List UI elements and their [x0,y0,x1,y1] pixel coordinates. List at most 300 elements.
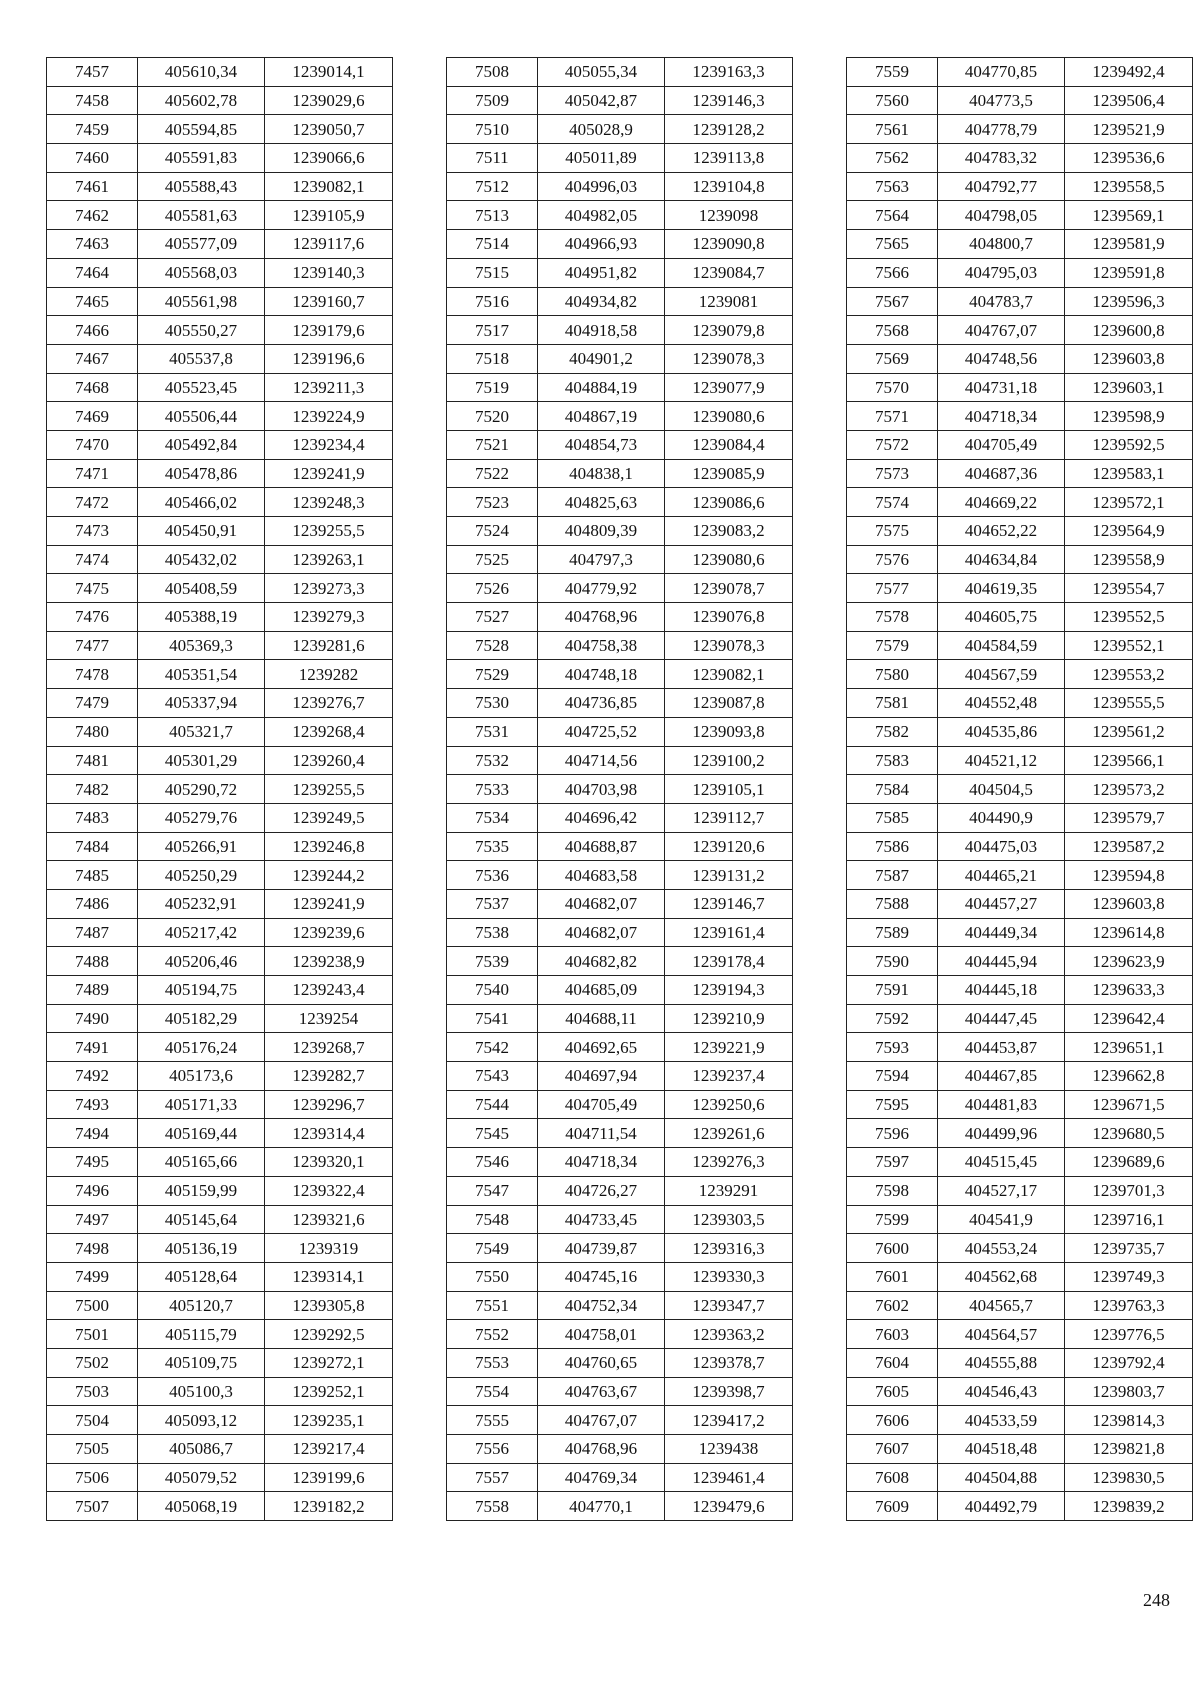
point-number-cell: 7493 [47,1090,138,1119]
y-coordinate-cell: 1239564,9 [1065,517,1193,546]
x-coordinate-cell: 404584,59 [938,631,1065,660]
y-coordinate-cell: 1239239,6 [265,918,393,947]
x-coordinate-cell: 404838,1 [538,459,665,488]
point-number-cell: 7475 [47,574,138,603]
point-number-cell: 7591 [847,976,938,1005]
y-coordinate-cell: 1239093,8 [665,717,793,746]
table-row [447,230,793,259]
point-number-cell: 7589 [847,918,938,947]
y-coordinate-cell: 1239161,4 [665,918,793,947]
y-coordinate-cell: 1239281,6 [265,631,393,660]
table-row [847,746,1193,775]
x-coordinate-cell: 404884,19 [538,373,665,402]
x-coordinate-cell: 404800,7 [938,230,1065,259]
coordinate-table-3 [846,57,1193,1521]
point-number-cell: 7547 [447,1176,538,1205]
point-number-cell: 7592 [847,1004,938,1033]
point-number-cell: 7523 [447,488,538,517]
table-row [447,631,793,660]
x-coordinate-cell: 404521,12 [938,746,1065,775]
x-coordinate-cell: 404697,94 [538,1062,665,1091]
y-coordinate-cell: 1239506,4 [1065,86,1193,115]
x-coordinate-cell: 405171,33 [138,1090,265,1119]
y-coordinate-cell: 1239662,8 [1065,1062,1193,1091]
y-coordinate-cell: 1239077,9 [665,373,793,402]
point-number-cell: 7465 [47,287,138,316]
point-number-cell: 7498 [47,1234,138,1263]
x-coordinate-cell: 405120,7 [138,1291,265,1320]
table-row [847,201,1193,230]
table-row [847,115,1193,144]
table-row [847,889,1193,918]
table-row [47,201,393,230]
table-row [447,1148,793,1177]
y-coordinate-cell: 1239105,9 [265,201,393,230]
y-coordinate-cell: 1239084,7 [665,258,793,287]
y-coordinate-cell: 1239078,3 [665,344,793,373]
table-row [447,201,793,230]
point-number-cell: 7520 [447,402,538,431]
x-coordinate-cell: 404515,45 [938,1148,1065,1177]
table-row [47,344,393,373]
table-row [847,1463,1193,1492]
x-coordinate-cell: 404752,34 [538,1291,665,1320]
y-coordinate-cell: 1239552,5 [1065,603,1193,632]
y-coordinate-cell: 1239558,9 [1065,545,1193,574]
y-coordinate-cell: 1239066,6 [265,144,393,173]
y-coordinate-cell: 1239252,1 [265,1377,393,1406]
y-coordinate-cell: 1239821,8 [1065,1435,1193,1464]
x-coordinate-cell: 405217,42 [138,918,265,947]
table-row [847,1004,1193,1033]
x-coordinate-cell: 404490,9 [938,803,1065,832]
point-number-cell: 7489 [47,976,138,1005]
point-number-cell: 7534 [447,803,538,832]
table-row [847,1377,1193,1406]
x-coordinate-cell: 404770,1 [538,1492,665,1521]
x-coordinate-cell: 404682,07 [538,918,665,947]
x-coordinate-cell: 404619,35 [938,574,1065,603]
y-coordinate-cell: 1239085,9 [665,459,793,488]
y-coordinate-cell: 1239536,6 [1065,144,1193,173]
y-coordinate-cell: 1239291 [665,1176,793,1205]
table-row [847,459,1193,488]
point-number-cell: 7526 [447,574,538,603]
y-coordinate-cell: 1239642,4 [1065,1004,1193,1033]
y-coordinate-cell: 1239603,8 [1065,344,1193,373]
y-coordinate-cell: 1239583,1 [1065,459,1193,488]
x-coordinate-cell: 405351,54 [138,660,265,689]
x-coordinate-cell: 405279,76 [138,803,265,832]
y-coordinate-cell: 1239689,6 [1065,1148,1193,1177]
table-row [847,803,1193,832]
x-coordinate-cell: 405478,86 [138,459,265,488]
x-coordinate-cell: 404726,27 [538,1176,665,1205]
point-number-cell: 7491 [47,1033,138,1062]
y-coordinate-cell: 1239244,2 [265,861,393,890]
y-coordinate-cell: 1239146,3 [665,86,793,115]
y-coordinate-cell: 1239029,6 [265,86,393,115]
y-coordinate-cell: 1239260,4 [265,746,393,775]
point-number-cell: 7457 [47,58,138,87]
point-number-cell: 7458 [47,86,138,115]
x-coordinate-cell: 404688,11 [538,1004,665,1033]
x-coordinate-cell: 405581,63 [138,201,265,230]
point-number-cell: 7597 [847,1148,938,1177]
y-coordinate-cell: 1239330,3 [665,1262,793,1291]
x-coordinate-cell: 404703,98 [538,775,665,804]
table-row [847,1234,1193,1263]
x-coordinate-cell: 404825,63 [538,488,665,517]
point-number-cell: 7467 [47,344,138,373]
table-row [847,775,1193,804]
point-number-cell: 7485 [47,861,138,890]
point-number-cell: 7487 [47,918,138,947]
x-coordinate-cell: 405337,94 [138,689,265,718]
table-row [47,459,393,488]
point-number-cell: 7471 [47,459,138,488]
point-number-cell: 7533 [447,775,538,804]
table-row [447,258,793,287]
x-coordinate-cell: 405182,29 [138,1004,265,1033]
y-coordinate-cell: 1239113,8 [665,144,793,173]
x-coordinate-cell: 404934,82 [538,287,665,316]
table-row [447,1492,793,1521]
table-row [847,1348,1193,1377]
x-coordinate-cell: 405466,02 [138,488,265,517]
point-number-cell: 7601 [847,1262,938,1291]
table-row [47,373,393,402]
table-row [847,1262,1193,1291]
table-row [847,660,1193,689]
table-row [47,402,393,431]
x-coordinate-cell: 405523,45 [138,373,265,402]
y-coordinate-cell: 1239363,2 [665,1320,793,1349]
table-row [447,373,793,402]
x-coordinate-cell: 405591,83 [138,144,265,173]
table-row [447,574,793,603]
point-number-cell: 7501 [47,1320,138,1349]
table-row [47,976,393,1005]
x-coordinate-cell: 404553,24 [938,1234,1065,1263]
y-coordinate-cell: 1239701,3 [1065,1176,1193,1205]
y-coordinate-cell: 1239131,2 [665,861,793,890]
y-coordinate-cell: 1239600,8 [1065,316,1193,345]
x-coordinate-cell: 404634,84 [938,545,1065,574]
y-coordinate-cell: 1239598,9 [1065,402,1193,431]
table-row [447,316,793,345]
x-coordinate-cell: 404725,52 [538,717,665,746]
point-number-cell: 7488 [47,947,138,976]
table-row [847,832,1193,861]
y-coordinate-cell: 1239814,3 [1065,1406,1193,1435]
x-coordinate-cell: 405068,19 [138,1492,265,1521]
y-coordinate-cell: 1239199,6 [265,1463,393,1492]
y-coordinate-cell: 1239296,7 [265,1090,393,1119]
table-row [847,947,1193,976]
table-row [47,545,393,574]
x-coordinate-cell: 405042,87 [538,86,665,115]
point-number-cell: 7542 [447,1033,538,1062]
y-coordinate-cell: 1239276,3 [665,1148,793,1177]
table-row [447,1234,793,1263]
x-coordinate-cell: 404745,16 [538,1262,665,1291]
x-coordinate-cell: 404918,58 [538,316,665,345]
y-coordinate-cell: 1239587,2 [1065,832,1193,861]
table-row [447,344,793,373]
table-row [47,803,393,832]
x-coordinate-cell: 405176,24 [138,1033,265,1062]
table-row [47,258,393,287]
x-coordinate-cell: 404687,36 [938,459,1065,488]
x-coordinate-cell: 404457,27 [938,889,1065,918]
y-coordinate-cell: 1239014,1 [265,58,393,87]
x-coordinate-cell: 404546,43 [938,1377,1065,1406]
table-row [47,1348,393,1377]
x-coordinate-cell: 405301,29 [138,746,265,775]
x-coordinate-cell: 405602,78 [138,86,265,115]
point-number-cell: 7464 [47,258,138,287]
point-number-cell: 7527 [447,603,538,632]
x-coordinate-cell: 405250,29 [138,861,265,890]
x-coordinate-cell: 404449,34 [938,918,1065,947]
y-coordinate-cell: 1239246,8 [265,832,393,861]
x-coordinate-cell: 404996,03 [538,172,665,201]
point-number-cell: 7522 [447,459,538,488]
x-coordinate-cell: 404682,82 [538,947,665,976]
table-row [847,230,1193,259]
x-coordinate-cell: 404798,05 [938,201,1065,230]
table-row [47,631,393,660]
table-row [447,832,793,861]
x-coordinate-cell: 404705,49 [938,430,1065,459]
y-coordinate-cell: 1239614,8 [1065,918,1193,947]
table-row [847,258,1193,287]
x-coordinate-cell: 405266,91 [138,832,265,861]
point-number-cell: 7513 [447,201,538,230]
y-coordinate-cell: 1239579,7 [1065,803,1193,832]
point-number-cell: 7511 [447,144,538,173]
table-row [847,574,1193,603]
x-coordinate-cell: 404481,83 [938,1090,1065,1119]
table-row [47,1205,393,1234]
point-number-cell: 7565 [847,230,938,259]
point-number-cell: 7506 [47,1463,138,1492]
y-coordinate-cell: 1239211,3 [265,373,393,402]
y-coordinate-cell: 1239378,7 [665,1348,793,1377]
y-coordinate-cell: 1239140,3 [265,258,393,287]
y-coordinate-cell: 1239573,2 [1065,775,1193,804]
y-coordinate-cell: 1239321,6 [265,1205,393,1234]
x-coordinate-cell: 404504,5 [938,775,1065,804]
point-number-cell: 7550 [447,1262,538,1291]
point-number-cell: 7558 [447,1492,538,1521]
x-coordinate-cell: 404854,73 [538,430,665,459]
y-coordinate-cell: 1239250,6 [665,1090,793,1119]
point-number-cell: 7500 [47,1291,138,1320]
y-coordinate-cell: 1239314,4 [265,1119,393,1148]
y-coordinate-cell: 1239555,5 [1065,689,1193,718]
x-coordinate-cell: 404685,09 [538,976,665,1005]
point-number-cell: 7582 [847,717,938,746]
point-number-cell: 7593 [847,1033,938,1062]
x-coordinate-cell: 405321,7 [138,717,265,746]
y-coordinate-cell: 1239090,8 [665,230,793,259]
y-coordinate-cell: 1239566,1 [1065,746,1193,775]
y-coordinate-cell: 1239082,1 [265,172,393,201]
x-coordinate-cell: 405093,12 [138,1406,265,1435]
y-coordinate-cell: 1239417,2 [665,1406,793,1435]
x-coordinate-cell: 404867,19 [538,402,665,431]
y-coordinate-cell: 1239553,2 [1065,660,1193,689]
table-row [47,660,393,689]
table-row [447,58,793,87]
table-row [447,517,793,546]
y-coordinate-cell: 1239830,5 [1065,1463,1193,1492]
point-number-cell: 7504 [47,1406,138,1435]
y-coordinate-cell: 1239272,1 [265,1348,393,1377]
y-coordinate-cell: 1239276,7 [265,689,393,718]
table-row [47,1062,393,1091]
point-number-cell: 7529 [447,660,538,689]
point-number-cell: 7503 [47,1377,138,1406]
y-coordinate-cell: 1239249,5 [265,803,393,832]
point-number-cell: 7557 [447,1463,538,1492]
table-row [47,230,393,259]
x-coordinate-cell: 405028,9 [538,115,665,144]
x-coordinate-cell: 405173,6 [138,1062,265,1091]
x-coordinate-cell: 405369,3 [138,631,265,660]
table-row [47,603,393,632]
point-number-cell: 7603 [847,1320,938,1349]
point-number-cell: 7598 [847,1176,938,1205]
table-row [847,1435,1193,1464]
table-row [47,574,393,603]
table-row [847,603,1193,632]
point-number-cell: 7560 [847,86,938,115]
coordinate-table-2 [446,57,793,1521]
x-coordinate-cell: 404809,39 [538,517,665,546]
x-coordinate-cell: 404518,48 [938,1435,1065,1464]
x-coordinate-cell: 404718,34 [538,1148,665,1177]
y-coordinate-cell: 1239080,6 [665,402,793,431]
point-number-cell: 7551 [447,1291,538,1320]
x-coordinate-cell: 404982,05 [538,201,665,230]
table-row [847,1033,1193,1062]
point-number-cell: 7554 [447,1377,538,1406]
point-number-cell: 7470 [47,430,138,459]
y-coordinate-cell: 1239749,3 [1065,1262,1193,1291]
x-coordinate-cell: 404783,32 [938,144,1065,173]
table-row [447,287,793,316]
table-row [47,1090,393,1119]
x-coordinate-cell: 404445,94 [938,947,1065,976]
y-coordinate-cell: 1239572,1 [1065,488,1193,517]
x-coordinate-cell: 404605,75 [938,603,1065,632]
y-coordinate-cell: 1239319 [265,1234,393,1263]
point-number-cell: 7492 [47,1062,138,1091]
point-number-cell: 7605 [847,1377,938,1406]
point-number-cell: 7509 [447,86,538,115]
y-coordinate-cell: 1239254 [265,1004,393,1033]
point-number-cell: 7531 [447,717,538,746]
point-number-cell: 7562 [847,144,938,173]
point-number-cell: 7476 [47,603,138,632]
table-row [847,1119,1193,1148]
point-number-cell: 7540 [447,976,538,1005]
table-row [447,889,793,918]
x-coordinate-cell: 404901,2 [538,344,665,373]
point-number-cell: 7516 [447,287,538,316]
x-coordinate-cell: 404966,93 [538,230,665,259]
y-coordinate-cell: 1239079,8 [665,316,793,345]
point-number-cell: 7496 [47,1176,138,1205]
x-coordinate-cell: 404778,79 [938,115,1065,144]
x-coordinate-cell: 404731,18 [938,373,1065,402]
table-row [447,1205,793,1234]
table-row [447,861,793,890]
y-coordinate-cell: 1239461,4 [665,1463,793,1492]
y-coordinate-cell: 1239479,6 [665,1492,793,1521]
point-number-cell: 7587 [847,861,938,890]
point-number-cell: 7521 [447,430,538,459]
table-row [447,1463,793,1492]
point-number-cell: 7607 [847,1435,938,1464]
y-coordinate-cell: 1239083,2 [665,517,793,546]
point-number-cell: 7473 [47,517,138,546]
point-number-cell: 7460 [47,144,138,173]
x-coordinate-cell: 404748,56 [938,344,1065,373]
table-row [847,1062,1193,1091]
x-coordinate-cell: 405290,72 [138,775,265,804]
x-coordinate-cell: 405232,91 [138,889,265,918]
x-coordinate-cell: 405165,66 [138,1148,265,1177]
x-coordinate-cell: 404652,22 [938,517,1065,546]
y-coordinate-cell: 1239078,7 [665,574,793,603]
y-coordinate-cell: 1239182,2 [265,1492,393,1521]
x-coordinate-cell: 404748,18 [538,660,665,689]
y-coordinate-cell: 1239303,5 [665,1205,793,1234]
table-row [447,1320,793,1349]
x-coordinate-cell: 405145,64 [138,1205,265,1234]
point-number-cell: 7512 [447,172,538,201]
table-row [47,889,393,918]
point-number-cell: 7519 [447,373,538,402]
table-row [447,918,793,947]
point-number-cell: 7595 [847,1090,938,1119]
table-row [47,115,393,144]
table-row [47,746,393,775]
x-coordinate-cell: 404769,34 [538,1463,665,1492]
x-coordinate-cell: 404555,88 [938,1348,1065,1377]
point-number-cell: 7502 [47,1348,138,1377]
y-coordinate-cell: 1239282 [265,660,393,689]
x-coordinate-cell: 404767,07 [938,316,1065,345]
x-coordinate-cell: 405561,98 [138,287,265,316]
point-number-cell: 7573 [847,459,938,488]
y-coordinate-cell: 1239050,7 [265,115,393,144]
table-row [847,488,1193,517]
table-row [47,430,393,459]
point-number-cell: 7600 [847,1234,938,1263]
point-number-cell: 7585 [847,803,938,832]
table-row [447,1004,793,1033]
point-number-cell: 7541 [447,1004,538,1033]
y-coordinate-cell: 1239237,4 [665,1062,793,1091]
table-row [847,1176,1193,1205]
x-coordinate-cell: 404467,85 [938,1062,1065,1091]
table-row [447,430,793,459]
